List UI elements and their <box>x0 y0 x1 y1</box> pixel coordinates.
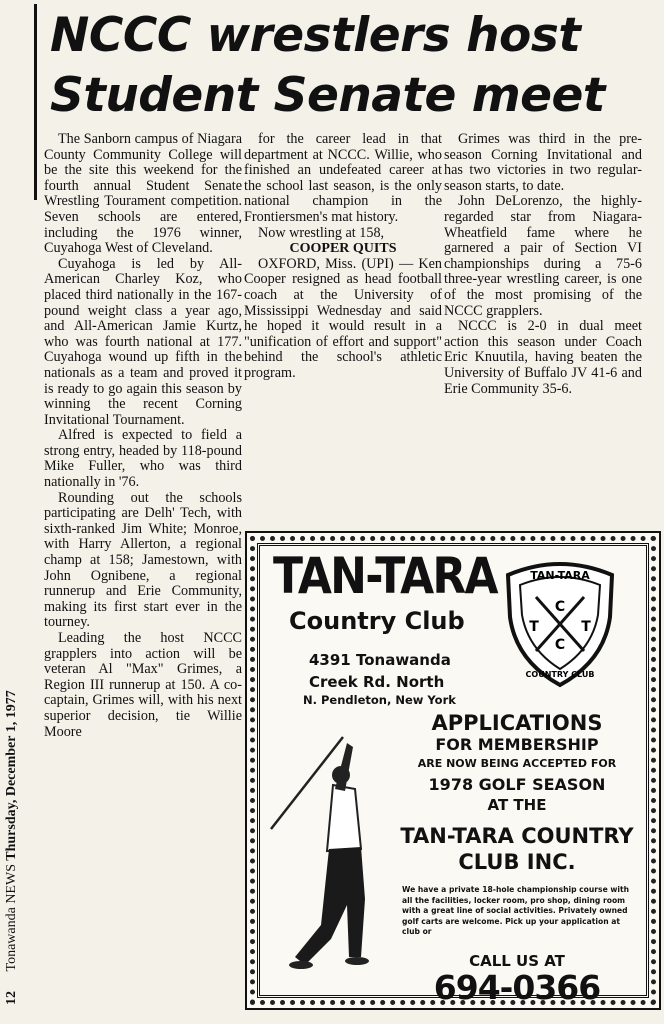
headline <box>50 6 660 126</box>
paragraph: Leading the host NCCC grapplers into action will be veteran Al "Max" Grimes, a Region III runnerup at 150. A co-captain, Grimes will, with his next superior decision, tie Willie Moore <box>44 630 242 740</box>
headline-line-1: NCCC wrestlers host <box>50 8 581 63</box>
ad-headline: APPLICATIONS <box>431 711 603 735</box>
ad-address-line-2: Creek Rd. North <box>309 673 445 691</box>
ad-club-title: CLUB INC. <box>458 850 576 874</box>
golfer-shoe <box>289 961 313 969</box>
subheading: COOPER QUITS <box>289 241 397 257</box>
paragraph: OXFORD, Miss. (UPI) — Ken Cooper resigned as head football coach at the University of Mississippi Wednesday and said he hoped it would result in a "unification of effort and support" behind the school's athletic program. <box>244 255 442 381</box>
crest-text: COUNTRY CLUB <box>525 670 595 679</box>
crest-letter: C <box>554 637 566 653</box>
page-margin-dateline <box>4 690 20 1005</box>
golfer-shirt <box>327 785 361 851</box>
crest-text: TAN-TARA <box>530 569 590 582</box>
golfer-illustration <box>265 729 395 974</box>
crest-letter: T <box>581 619 591 635</box>
headline-rule <box>34 4 37 200</box>
paragraph: for the career lead in that department at NCCC. Willie, who finished an undefeated career at the school last season, is the only national champion in the Frontiersmen's mat history. <box>244 131 442 225</box>
crest-letter: C <box>554 599 566 615</box>
ad-brand: TAN-TARA <box>273 547 497 605</box>
paragraph: Grimes was third in the pre-season Corning Invitational and has two victories in two regular-season starts, to date. <box>444 131 642 194</box>
paragraph: Rounding out the schools participating are Delh' Tech, with sixth-ranked Jim White; Monroe, with Harry Allerton, a regional champ at 158; Jamestown, with John Ognibene, a regional runnerup and Erie Community, making its first start ever in the tourney. <box>44 489 242 631</box>
article-column-3 <box>444 132 642 397</box>
golfer-shoe <box>345 957 369 965</box>
ad-club-name: Country Club <box>289 607 465 635</box>
issue-date: Thursday, December 1, 1977 <box>4 690 19 861</box>
ad-line: ARE NOW BEING ACCEPTED FOR <box>417 757 617 770</box>
headline-line-2: Student Senate meet <box>50 68 605 123</box>
paragraph: NCCC is 2-0 in dual meet action this season under Coach Eric Knuutila, having beaten the University of Buffalo JV 41-6 and Erie Community 35-6. <box>444 318 642 397</box>
article-column-2 <box>244 132 442 382</box>
article-column-1 <box>44 132 242 740</box>
paragraph: The Sanborn campus of Niagara County Community College will be the site this weekend for the fourth annual Student Senate Wrestling Tourament competition. Seven schools are entered, including the 1976 winner, Cuyahoga West of Cleveland. <box>44 131 242 257</box>
crest-letter: T <box>529 619 539 635</box>
newspaper-name: Tonawanda NEWS <box>4 864 19 972</box>
ad-address <box>309 649 451 693</box>
paragraph: John DeLorenzo, the highly-regarded star from Niagara-Wheatfield fame where he garnered a pair of Section VI championships during a 75-6 three-year wrestling career, is one of the most promising of the NCCC grapplers. <box>444 193 642 319</box>
ad-call-label: CALL US AT <box>469 951 565 970</box>
ad-season: 1978 GOLF SEASON <box>428 775 606 794</box>
ad-club-title: TAN-TARA COUNTRY <box>400 824 634 848</box>
ad-phone-number: 694-0366 <box>433 967 601 1007</box>
page-number: 12 <box>4 991 19 1005</box>
country-club-advertisement <box>245 531 661 1010</box>
golfer-trousers <box>295 847 365 965</box>
ad-membership-text <box>392 711 642 1006</box>
ad-line: FOR MEMBERSHIP <box>435 735 599 754</box>
ad-address-line-1: 4391 Tonawanda <box>309 651 451 669</box>
ad-city: N. Pendleton, New York <box>303 693 456 707</box>
paragraph: Now wrestling at 158, <box>258 224 385 241</box>
ad-line: AT THE <box>487 796 547 814</box>
paragraph: Alfred is expected to field a strong entry, headed by 118-pound Mike Fuller, who was third nationally in '76. <box>44 427 242 491</box>
paragraph: Cuyahoga is led by All-American Charley Koz, who placed third nationally in the 167-pound weight class a year ago, and All-American Jamie Kurtz, who was fourth national at 177. Cuyahoga wound up fifth in the nationals as a team and proved it is ready to go again this season by winning the recent Corning Invitational Tournament. <box>44 255 242 428</box>
ad-fine-print: We have a private 18-hole championship course with all the facilities, locker room, pro shop, dining room with a great line of social activities. Privately owned golf carts are welcome. Pick up your application at club or <box>402 885 630 936</box>
club-crest-logo <box>500 557 620 689</box>
